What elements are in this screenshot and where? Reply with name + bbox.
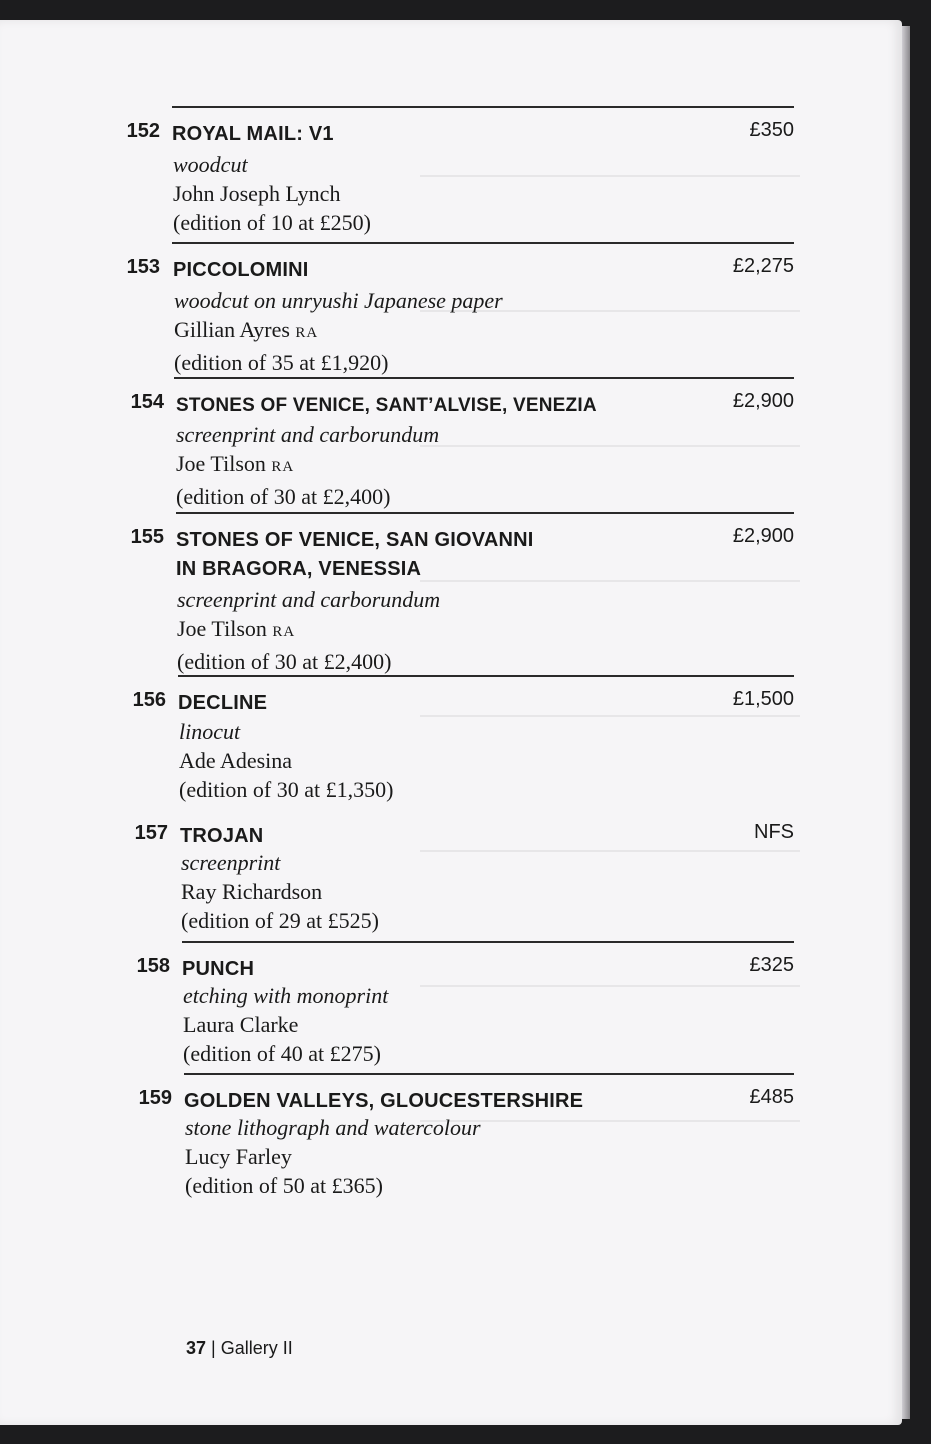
entry-title: PICCOLOMINI <box>173 259 309 281</box>
entry-number: 155 <box>130 526 164 548</box>
entry-title: DECLINE <box>178 692 268 714</box>
entry-price: £2,900 <box>732 525 794 547</box>
entry-artist: Joe Tilson RA <box>177 616 296 641</box>
footer-separator: | <box>206 1338 221 1358</box>
entry-artist: Laura Clarke <box>183 1012 299 1037</box>
entry-title: STONES OF VENICE, SANT’ALVISE, VENEZIA <box>176 395 597 416</box>
entry-price: £485 <box>749 1086 794 1108</box>
entry-medium: stone lithograph and watercolour <box>185 1115 481 1140</box>
entry-edition: (edition of 50 at £365) <box>185 1173 383 1198</box>
entry-number: 152 <box>126 120 160 142</box>
entry-price: £2,900 <box>732 390 794 412</box>
entry-edition: (edition of 30 at £2,400) <box>177 649 392 674</box>
entry-edition: (edition of 30 at £1,350) <box>179 777 394 802</box>
entry-artist: Joe Tilson RA <box>176 451 295 476</box>
entry-number: 159 <box>138 1087 172 1109</box>
entry-medium: linocut <box>179 719 241 744</box>
entry-price: £1,500 <box>732 688 794 710</box>
page-footer <box>186 1338 293 1359</box>
entry-number: 154 <box>130 391 164 413</box>
entry-edition: (edition of 29 at £525) <box>181 908 379 933</box>
entry-divider <box>174 377 794 379</box>
entry-number: 158 <box>136 955 170 977</box>
entry-divider <box>172 106 794 108</box>
entry-edition: (edition of 40 at £275) <box>183 1041 381 1066</box>
entry-artist: Ade Adesina <box>179 748 293 773</box>
entry-artist: John Joseph Lynch <box>173 181 341 206</box>
entry-number: 153 <box>126 256 160 278</box>
entry-number: 156 <box>132 689 166 711</box>
entry-details <box>179 717 393 804</box>
entry-title: ROYAL MAIL: V1 <box>172 123 334 145</box>
entry-title: STONES OF VENICE, SAN GIOVANNI <box>176 529 534 551</box>
entry-divider <box>182 941 794 943</box>
entry-details <box>181 848 379 935</box>
entry-details <box>185 1113 481 1200</box>
entry-medium: screenprint <box>181 850 281 875</box>
entry-details <box>173 150 371 237</box>
entry-artist: Gillian Ayres RA <box>174 317 319 342</box>
entry-divider <box>172 242 794 244</box>
page-edge <box>902 26 910 1419</box>
entry-details <box>183 981 388 1068</box>
entry-price: £2,275 <box>732 255 794 277</box>
page-number: 37 <box>186 1338 207 1358</box>
entry-title-line2: IN BRAGORA, VENESSIA <box>176 558 422 580</box>
entry-price: £350 <box>749 119 794 141</box>
entry-medium: screenprint and carborundum <box>177 587 441 612</box>
entry-price: NFS <box>754 821 794 843</box>
entry-medium: woodcut <box>173 152 248 177</box>
entry-medium: woodcut on unryushi Japanese paper <box>174 288 503 313</box>
entry-details <box>174 286 503 377</box>
entry-details <box>177 585 440 676</box>
entry-edition: (edition of 10 at £250) <box>173 210 371 235</box>
entry-medium: etching with monoprint <box>183 983 389 1008</box>
entry-edition: (edition of 30 at £2,400) <box>176 484 391 509</box>
entry-title: TROJAN <box>180 825 264 847</box>
entry-number: 157 <box>134 822 168 844</box>
entry-artist: Ray Richardson <box>181 879 323 904</box>
entry-title: PUNCH <box>182 958 255 980</box>
entry-divider <box>176 512 794 514</box>
section-name: Gallery II <box>220 1338 293 1358</box>
entry-medium: screenprint and carborundum <box>176 422 440 447</box>
entry-divider <box>184 1073 794 1075</box>
entry-price: £325 <box>749 954 794 976</box>
entry-artist: Lucy Farley <box>185 1144 292 1169</box>
entry-title: GOLDEN VALLEYS, GLOUCESTERSHIRE <box>184 1090 584 1112</box>
entry-divider <box>178 675 794 677</box>
entry-details <box>176 420 439 511</box>
entry-edition: (edition of 35 at £1,920) <box>174 350 389 375</box>
